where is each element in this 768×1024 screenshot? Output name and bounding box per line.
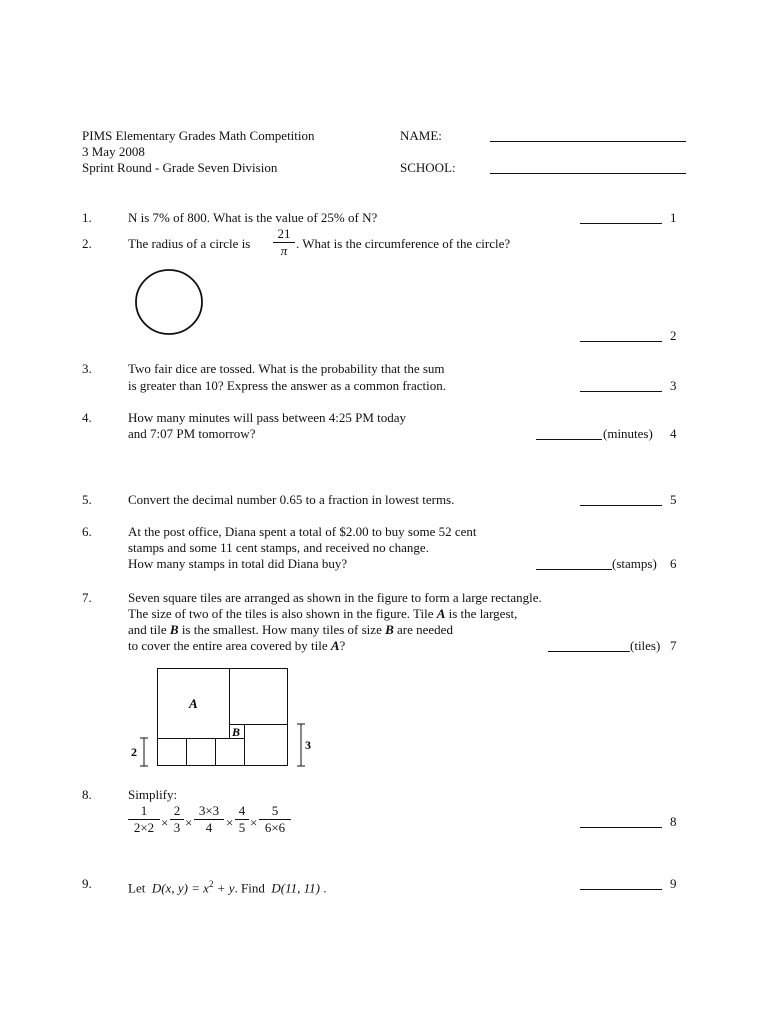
question-text-line: stamps and some 11 cent stamps, and received no change. — [128, 540, 429, 555]
fraction-2 — [170, 804, 184, 835]
question-text: . What is the circumference of the circle? — [296, 236, 511, 251]
answer-number: 2 — [670, 328, 677, 343]
tile-a-ref: A — [436, 606, 446, 621]
answer-unit: (stamps) — [612, 556, 657, 571]
text-part: ? — [339, 638, 346, 653]
question-text-line — [128, 638, 345, 654]
question-text-line: At the post office, Diana spent a total of $2.00 to buy some 52 cent — [128, 524, 477, 539]
fraction-4 — [235, 804, 249, 835]
tile-right-bottom — [245, 725, 288, 766]
text-part: is the largest, — [445, 606, 518, 621]
answer-field-8[interactable] — [580, 827, 662, 828]
question-number: 7. — [82, 590, 92, 605]
text-part: are needed — [393, 622, 453, 637]
question-text: Simplify: — [128, 787, 178, 802]
answer-field-2[interactable] — [580, 341, 662, 342]
name-field[interactable] — [490, 141, 686, 142]
question-text: N is 7% of 800. What is the value of 25% of N? — [128, 210, 378, 225]
circle-figure — [134, 268, 206, 336]
question-text-line: Two fair dice are tossed. What is the probability that the sum — [128, 361, 445, 376]
fraction-denominator: 5 — [238, 820, 246, 835]
times-sign: × — [250, 815, 258, 830]
fraction-denominator: 3 — [173, 820, 181, 835]
exponent: 2 — [208, 879, 214, 889]
question-text-line: is greater than 10? Express the answer as a common fraction. — [128, 378, 447, 393]
answer-field-1[interactable] — [580, 223, 662, 224]
text-part: is the smallest. How many tiles of size — [178, 622, 386, 637]
tile-b-ref: B — [169, 622, 179, 637]
times-sign: × — [161, 815, 169, 830]
school-label: SCHOOL: — [400, 160, 456, 175]
question-number: 6. — [82, 524, 92, 539]
tile-b-ref: B — [385, 622, 394, 637]
outer-rectangle — [158, 669, 288, 766]
question-text-line: Seven square tiles are arranged as shown in the figure to form a large rectangle. — [128, 590, 542, 605]
function-call: D(11, 11) — [271, 880, 320, 896]
answer-number: 7 — [670, 638, 677, 653]
question-text-line — [128, 622, 453, 638]
dimension-right-label: 3 — [305, 738, 311, 752]
answer-field-6[interactable] — [536, 569, 612, 570]
fraction-numerator: 21 — [277, 226, 291, 241]
question-number: 5. — [82, 492, 92, 507]
question-number: 4. — [82, 410, 92, 425]
question-text: The radius of a circle is — [128, 236, 251, 251]
answer-field-9[interactable] — [580, 889, 662, 890]
question-text-line: How many minutes will pass between 4:25 PM today — [128, 410, 407, 425]
answer-number: 1 — [670, 210, 677, 225]
text-part: Let — [128, 880, 146, 896]
answer-number: 6 — [670, 556, 677, 571]
fraction-numerator: 3×3 — [198, 803, 220, 818]
times-sign: × — [185, 815, 193, 830]
fraction-denominator: 6×6 — [264, 820, 286, 835]
name-label: NAME: — [400, 128, 442, 143]
text-part: to cover the entire area covered by tile — [128, 638, 331, 653]
question-text: Convert the decimal number 0.65 to a fraction in lowest terms. — [128, 492, 455, 507]
answer-field-3[interactable] — [580, 391, 662, 392]
text-part: The size of two of the tiles is also shown in the figure. Tile — [128, 606, 437, 621]
answer-field-5[interactable] — [580, 505, 662, 506]
fraction-denominator: π — [280, 243, 288, 258]
fraction-1 — [128, 804, 160, 835]
function-definition: D(x, y) = x — [151, 880, 209, 896]
question-number: 8. — [82, 787, 92, 802]
question-text — [128, 876, 326, 896]
question-number: 2. — [82, 236, 92, 251]
tiles-figure — [128, 664, 318, 788]
fraction-3 — [194, 804, 224, 835]
tile-a-label: A — [189, 696, 198, 711]
answer-field-7[interactable] — [548, 651, 630, 652]
competition-date: 3 May 2008 — [82, 144, 145, 159]
fraction-denominator: 4 — [205, 820, 213, 835]
answer-number: 3 — [670, 378, 677, 393]
times-sign: × — [226, 815, 234, 830]
answer-field-4[interactable] — [536, 439, 602, 440]
question-text-line: How many stamps in total did Diana buy? — [128, 556, 348, 571]
competition-title: PIMS Elementary Grades Math Competition — [82, 128, 315, 143]
text-part: . Find — [234, 880, 265, 896]
answer-unit: (minutes) — [603, 426, 653, 441]
question-number: 3. — [82, 361, 92, 376]
fraction-5 — [259, 804, 291, 835]
answer-number: 5 — [670, 492, 677, 507]
dimension-left-label: 2 — [131, 745, 137, 759]
fraction-denominator: 2×2 — [133, 820, 155, 835]
question-text-line — [128, 606, 517, 622]
tile-b-label: B — [232, 725, 241, 739]
question-text-line: and 7:07 PM tomorrow? — [128, 426, 256, 441]
school-field[interactable] — [490, 173, 686, 174]
text-part: and tile — [128, 622, 170, 637]
answer-number: 9 — [670, 876, 677, 891]
radius-fraction — [273, 227, 295, 258]
question-number: 9. — [82, 876, 92, 891]
tile-a-ref: A — [330, 638, 340, 653]
tile-large-right — [230, 669, 288, 725]
answer-unit: (tiles) — [630, 638, 661, 653]
fraction-numerator: 1 — [140, 803, 148, 818]
text-part: . — [323, 880, 327, 896]
answer-number: 4 — [670, 426, 677, 441]
question-number: 1. — [82, 210, 92, 225]
fraction-numerator: 5 — [271, 803, 279, 818]
fraction-numerator: 4 — [238, 803, 246, 818]
answer-number: 8 — [670, 814, 677, 829]
fraction-numerator: 2 — [173, 803, 181, 818]
function-definition-rest: + y — [213, 880, 235, 896]
round-title: Sprint Round - Grade Seven Division — [82, 160, 278, 175]
